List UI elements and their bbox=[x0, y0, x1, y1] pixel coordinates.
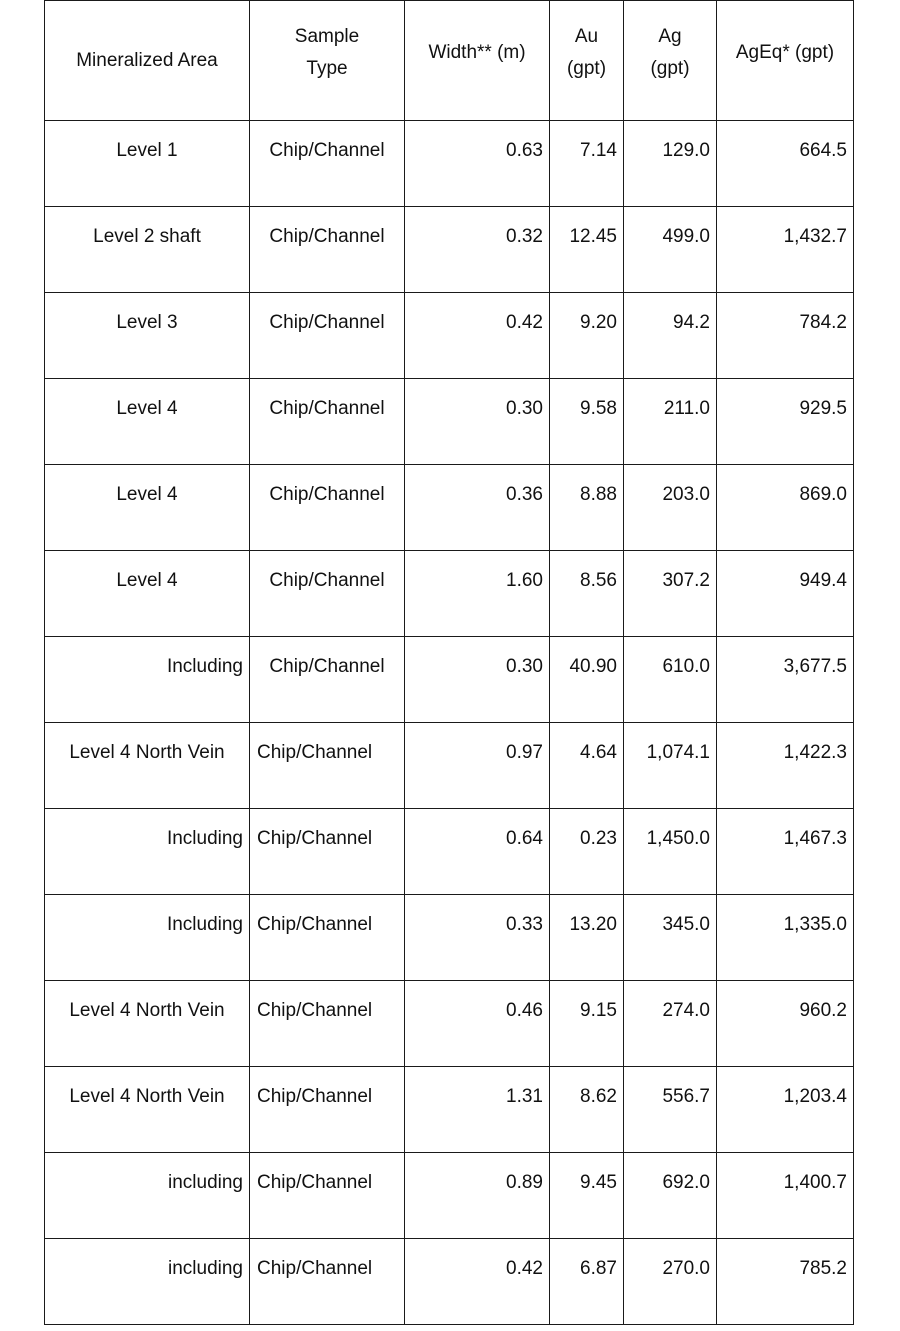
header-row bbox=[45, 1, 854, 121]
cell-au: 9.58 bbox=[550, 379, 624, 465]
cell-au: 13.20 bbox=[550, 895, 624, 981]
header-au-line1: Au bbox=[574, 25, 599, 47]
cell-ag: 94.2 bbox=[624, 293, 717, 379]
cell-width: 0.30 bbox=[405, 379, 550, 465]
cell-au: 7.14 bbox=[550, 121, 624, 207]
cell-width: 0.46 bbox=[405, 981, 550, 1067]
cell-area: Level 4 bbox=[45, 551, 250, 637]
cell-type: Chip/Channel bbox=[250, 1239, 405, 1325]
cell-au: 4.64 bbox=[550, 723, 624, 809]
cell-width: 0.42 bbox=[405, 293, 550, 379]
cell-type: Chip/Channel bbox=[250, 1153, 405, 1239]
cell-au: 8.62 bbox=[550, 1067, 624, 1153]
table-row bbox=[45, 809, 854, 895]
table-row bbox=[45, 1067, 854, 1153]
cell-type: Chip/Channel bbox=[250, 895, 405, 981]
header-width: Width** (m) bbox=[405, 1, 550, 121]
table-row bbox=[45, 121, 854, 207]
cell-width: 0.42 bbox=[405, 1239, 550, 1325]
cell-au: 8.88 bbox=[550, 465, 624, 551]
cell-type: Chip/Channel bbox=[250, 981, 405, 1067]
cell-area: Level 4 North Vein bbox=[45, 981, 250, 1067]
cell-ageq: 1,203.4 bbox=[717, 1067, 854, 1153]
cell-width: 0.89 bbox=[405, 1153, 550, 1239]
table-row bbox=[45, 551, 854, 637]
header-ag-line1: Ag bbox=[658, 25, 682, 47]
cell-ageq: 785.2 bbox=[717, 1239, 854, 1325]
cell-type: Chip/Channel bbox=[250, 293, 405, 379]
cell-area: Level 1 bbox=[45, 121, 250, 207]
cell-type: Chip/Channel bbox=[250, 207, 405, 293]
table-row bbox=[45, 1153, 854, 1239]
cell-width: 0.64 bbox=[405, 809, 550, 895]
cell-area: including bbox=[45, 1239, 250, 1325]
cell-ageq: 949.4 bbox=[717, 551, 854, 637]
cell-ag: 1,450.0 bbox=[624, 809, 717, 895]
table-row bbox=[45, 637, 854, 723]
cell-type: Chip/Channel bbox=[250, 1067, 405, 1153]
cell-au: 9.20 bbox=[550, 293, 624, 379]
cell-ageq: 1,400.7 bbox=[717, 1153, 854, 1239]
cell-ageq: 929.5 bbox=[717, 379, 854, 465]
cell-width: 0.63 bbox=[405, 121, 550, 207]
cell-type: Chip/Channel bbox=[250, 809, 405, 895]
cell-ag: 499.0 bbox=[624, 207, 717, 293]
cell-area: Level 4 bbox=[45, 379, 250, 465]
cell-ag: 270.0 bbox=[624, 1239, 717, 1325]
cell-ag: 129.0 bbox=[624, 121, 717, 207]
header-mineralized-area: Mineralized Area bbox=[45, 1, 250, 121]
cell-area: Level 2 shaft bbox=[45, 207, 250, 293]
cell-type: Chip/Channel bbox=[250, 465, 405, 551]
cell-ag: 203.0 bbox=[624, 465, 717, 551]
cell-ageq: 1,422.3 bbox=[717, 723, 854, 809]
header-au bbox=[550, 1, 624, 121]
cell-type: Chip/Channel bbox=[250, 379, 405, 465]
cell-area: Including bbox=[45, 895, 250, 981]
cell-area: Level 4 bbox=[45, 465, 250, 551]
cell-width: 0.36 bbox=[405, 465, 550, 551]
cell-width: 1.31 bbox=[405, 1067, 550, 1153]
cell-au: 9.45 bbox=[550, 1153, 624, 1239]
cell-area: Level 3 bbox=[45, 293, 250, 379]
table-row bbox=[45, 465, 854, 551]
cell-au: 8.56 bbox=[550, 551, 624, 637]
cell-area: including bbox=[45, 1153, 250, 1239]
header-ag bbox=[624, 1, 717, 121]
cell-au: 12.45 bbox=[550, 207, 624, 293]
cell-width: 0.33 bbox=[405, 895, 550, 981]
cell-type: Chip/Channel bbox=[250, 551, 405, 637]
table-row bbox=[45, 1239, 854, 1325]
cell-ag: 211.0 bbox=[624, 379, 717, 465]
cell-ageq: 3,677.5 bbox=[717, 637, 854, 723]
header-au-line2: (gpt) bbox=[566, 57, 607, 79]
cell-ageq: 784.2 bbox=[717, 293, 854, 379]
cell-area: Level 4 North Vein bbox=[45, 723, 250, 809]
cell-ag: 345.0 bbox=[624, 895, 717, 981]
cell-ageq: 1,432.7 bbox=[717, 207, 854, 293]
cell-au: 40.90 bbox=[550, 637, 624, 723]
cell-area: Level 4 North Vein bbox=[45, 1067, 250, 1153]
cell-width: 0.32 bbox=[405, 207, 550, 293]
cell-ag: 307.2 bbox=[624, 551, 717, 637]
cell-ag: 692.0 bbox=[624, 1153, 717, 1239]
cell-ageq: 664.5 bbox=[717, 121, 854, 207]
cell-ageq: 1,467.3 bbox=[717, 809, 854, 895]
cell-width: 1.60 bbox=[405, 551, 550, 637]
table-row bbox=[45, 723, 854, 809]
cell-width: 0.30 bbox=[405, 637, 550, 723]
cell-au: 6.87 bbox=[550, 1239, 624, 1325]
cell-type: Chip/Channel bbox=[250, 723, 405, 809]
cell-ag: 274.0 bbox=[624, 981, 717, 1067]
cell-area: Including bbox=[45, 809, 250, 895]
header-sample-type bbox=[250, 1, 405, 121]
cell-width: 0.97 bbox=[405, 723, 550, 809]
header-sample-type-line1: Sample bbox=[294, 25, 360, 47]
table-row bbox=[45, 379, 854, 465]
cell-au: 9.15 bbox=[550, 981, 624, 1067]
table-row bbox=[45, 293, 854, 379]
cell-ageq: 1,335.0 bbox=[717, 895, 854, 981]
cell-ag: 556.7 bbox=[624, 1067, 717, 1153]
assay-results-table bbox=[44, 0, 854, 1325]
cell-type: Chip/Channel bbox=[250, 121, 405, 207]
cell-area: Including bbox=[45, 637, 250, 723]
header-ag-line2: (gpt) bbox=[650, 57, 690, 79]
table-row bbox=[45, 207, 854, 293]
table-row bbox=[45, 981, 854, 1067]
cell-type: Chip/Channel bbox=[250, 637, 405, 723]
table-row bbox=[45, 895, 854, 981]
cell-ag: 610.0 bbox=[624, 637, 717, 723]
cell-ageq: 960.2 bbox=[717, 981, 854, 1067]
cell-ag: 1,074.1 bbox=[624, 723, 717, 809]
header-ageq: AgEq* (gpt) bbox=[717, 1, 854, 121]
cell-au: 0.23 bbox=[550, 809, 624, 895]
cell-ageq: 869.0 bbox=[717, 465, 854, 551]
header-sample-type-line2: Type bbox=[306, 57, 348, 79]
